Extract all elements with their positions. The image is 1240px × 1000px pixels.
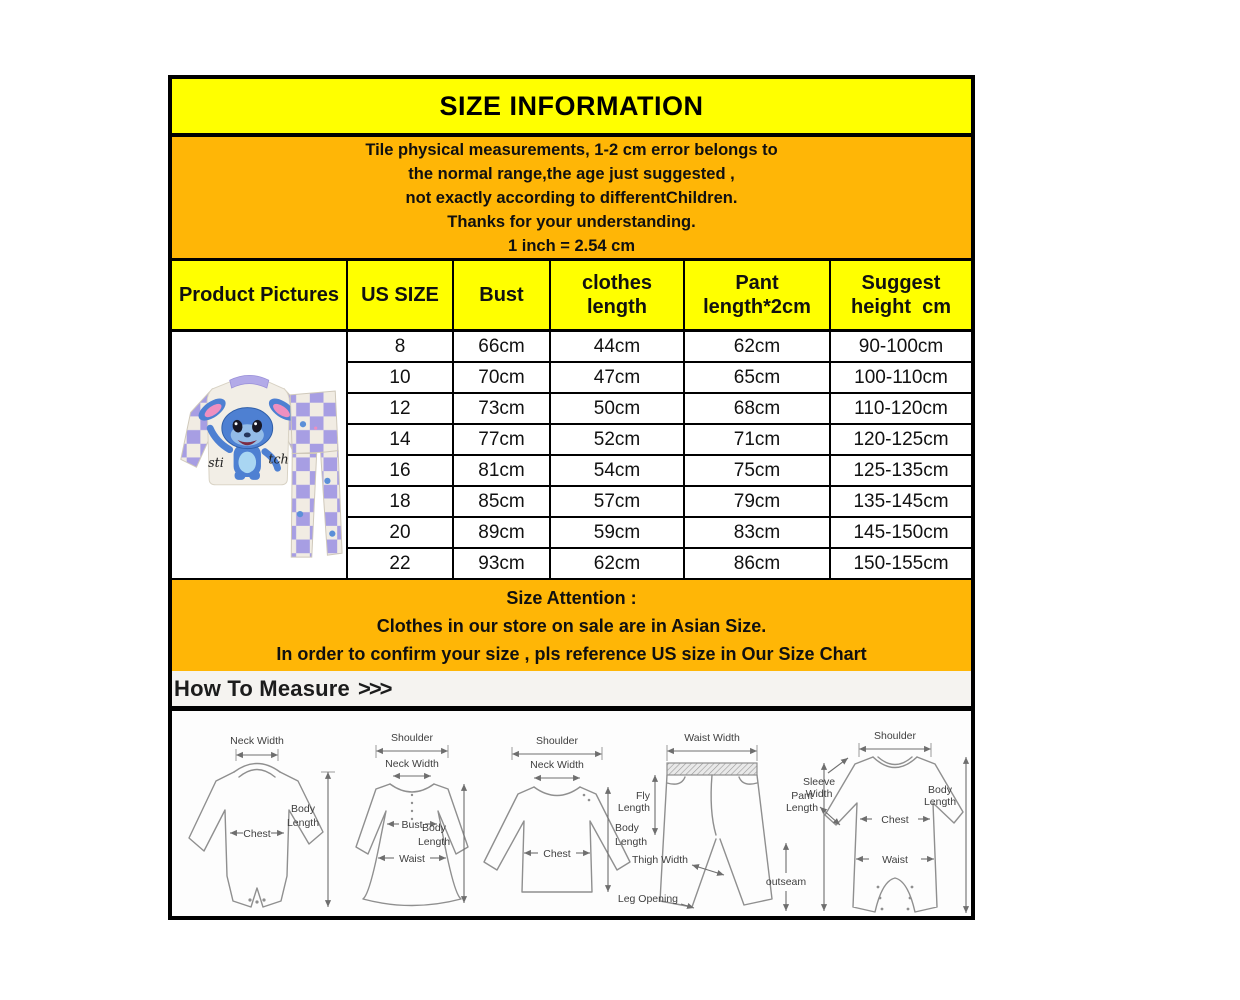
- suggest-height-value: 120-125cm: [831, 425, 971, 456]
- bust-value: 73cm: [454, 394, 551, 425]
- attention-line: In order to confirm your size , pls reference US size in Our Size Chart: [276, 643, 867, 664]
- how-to-measure-label: How To Measure: [174, 675, 350, 701]
- suggest-height-value: 125-135cm: [831, 456, 971, 487]
- suggest-height-value: 135-145cm: [831, 487, 971, 518]
- suggest-height-value: 110-120cm: [831, 394, 971, 425]
- shirt-body-length-label: Body: [615, 822, 639, 834]
- romper-chest-label: Chest: [881, 814, 909, 826]
- shirt-neck-width-label: Neck Width: [530, 759, 584, 771]
- column-header-us-size: US SIZE: [348, 261, 454, 332]
- pants-outseam-label: outseam: [765, 876, 807, 888]
- attention-line: Clothes in our store on sale are in Asian Size.: [376, 615, 767, 636]
- shirt-chest-label: Chest: [543, 848, 571, 860]
- pant-length-value: 79cm: [685, 487, 831, 518]
- clothes-length-value: 50cm: [551, 394, 685, 425]
- us-size-value: 8: [348, 332, 454, 363]
- how-to-measure-heading: [172, 671, 971, 706]
- us-size-value: 18: [348, 487, 454, 518]
- shirt-body-length-label: Length: [615, 836, 648, 848]
- pant-length-value: 68cm: [685, 394, 831, 425]
- column-header-clothes-length: clothes length: [551, 261, 685, 332]
- pant-length-value: 86cm: [685, 549, 831, 580]
- notice-line: the normal range,the age just suggested ,: [408, 164, 735, 183]
- dress-body-length-label: Length: [417, 836, 451, 848]
- us-size-value: 12: [348, 394, 454, 425]
- chevrons-icon: >>>: [357, 675, 391, 701]
- clothes-length-value: 47cm: [551, 363, 685, 394]
- page-title: SIZE INFORMATION: [172, 79, 971, 137]
- measure-diagram-pants: [618, 732, 824, 911]
- us-size-value: 14: [348, 425, 454, 456]
- bodysuit-body-length-label: Length: [286, 817, 320, 829]
- measure-diagrams: [172, 711, 971, 916]
- shirt-script-text-left: sti: [208, 455, 224, 471]
- romper-body-length-label: Length: [923, 796, 957, 808]
- notice-line: Thanks for your understanding.: [447, 212, 696, 231]
- bust-value: 77cm: [454, 425, 551, 456]
- measure-diagrams-illustration: [172, 711, 971, 916]
- bodysuit-body-length-label: Body: [291, 803, 315, 815]
- size-table: [172, 258, 971, 580]
- us-size-value: 10: [348, 363, 454, 394]
- measure-diagram-romper: [803, 730, 966, 913]
- us-size-value: 20: [348, 518, 454, 549]
- clothes-length-value: 44cm: [551, 332, 685, 363]
- pant-length-value: 62cm: [685, 332, 831, 363]
- measure-diagram-bodysuit: [189, 735, 335, 907]
- bust-value: 93cm: [454, 549, 551, 580]
- pant-length-value: 71cm: [685, 425, 831, 456]
- size-attention-notice: [172, 580, 971, 671]
- us-size-value: 22: [348, 549, 454, 580]
- clothes-length-value: 62cm: [551, 549, 685, 580]
- pants-fly-length-label: Length: [617, 802, 650, 814]
- bust-value: 85cm: [454, 487, 551, 518]
- notice-line: 1 inch = 2.54 cm: [507, 236, 636, 255]
- dress-waist-label: Waist: [399, 853, 425, 865]
- column-header-suggest-height: Suggest height cm: [831, 261, 971, 332]
- bodysuit-chest-label: Chest: [243, 828, 271, 840]
- size-chart-sheet: [168, 75, 975, 920]
- romper-sleeve-width-label: Width: [805, 788, 833, 800]
- bust-value: 81cm: [454, 456, 551, 487]
- pants-waist-width-label: Waist Width: [684, 732, 740, 744]
- suggest-height-value: 90-100cm: [831, 332, 971, 363]
- pant-length-value: 83cm: [685, 518, 831, 549]
- notice-line: not exactly according to differentChildren.: [405, 188, 738, 207]
- pants-pant-length-label: Length: [785, 802, 819, 814]
- column-header-pant-length: Pant length*2cm: [685, 261, 831, 332]
- shirt-script-text-right: tch: [268, 451, 289, 467]
- suggest-height-value: 150-155cm: [831, 549, 971, 580]
- dress-shoulder-label: Shoulder: [390, 732, 434, 744]
- column-header-bust: Bust: [454, 261, 551, 332]
- dress-body-length-label: Body: [422, 822, 446, 834]
- dress-neck-width-label: Neck Width: [385, 758, 439, 770]
- bodysuit-neck-width-label: Neck Width: [230, 735, 284, 747]
- clothes-length-value: 52cm: [551, 425, 685, 456]
- column-header-product-pictures: Product Pictures: [172, 261, 348, 332]
- romper-shoulder-label: Shoulder: [873, 730, 917, 742]
- bust-value: 89cm: [454, 518, 551, 549]
- pants-thigh-width-label: Thigh Width: [631, 854, 688, 866]
- romper-waist-label: Waist: [882, 854, 908, 866]
- pant-length-value: 65cm: [685, 363, 831, 394]
- suggest-height-value: 100-110cm: [831, 363, 971, 394]
- measurement-notice: [172, 137, 971, 258]
- clothes-length-value: 59cm: [551, 518, 685, 549]
- pants-fly-length-label: Fly: [636, 790, 650, 802]
- pants-pant-length-label: Pant: [791, 790, 813, 802]
- clothes-length-value: 54cm: [551, 456, 685, 487]
- attention-line: Size Attention :: [506, 587, 637, 608]
- suggest-height-value: 145-150cm: [831, 518, 971, 549]
- bust-value: 70cm: [454, 363, 551, 394]
- product-photo-stitch-pajama-set: [172, 332, 348, 580]
- bust-value: 66cm: [454, 332, 551, 363]
- notice-line: Tile physical measurements, 1-2 cm error belongs to: [365, 140, 778, 159]
- romper-sleeve-width-label: Sleeve: [802, 776, 836, 788]
- clothes-length-value: 57cm: [551, 487, 685, 518]
- pant-length-value: 75cm: [685, 456, 831, 487]
- measure-diagram-dress: [356, 732, 468, 906]
- stitch-pajamas-illustration: [173, 333, 345, 577]
- shirt-shoulder-label: Shoulder: [535, 735, 579, 747]
- dress-bust-label: Bust: [401, 819, 423, 831]
- us-size-value: 16: [348, 456, 454, 487]
- pants-leg-opening-label: Leg Opening: [617, 893, 678, 905]
- romper-body-length-label: Body: [928, 784, 952, 796]
